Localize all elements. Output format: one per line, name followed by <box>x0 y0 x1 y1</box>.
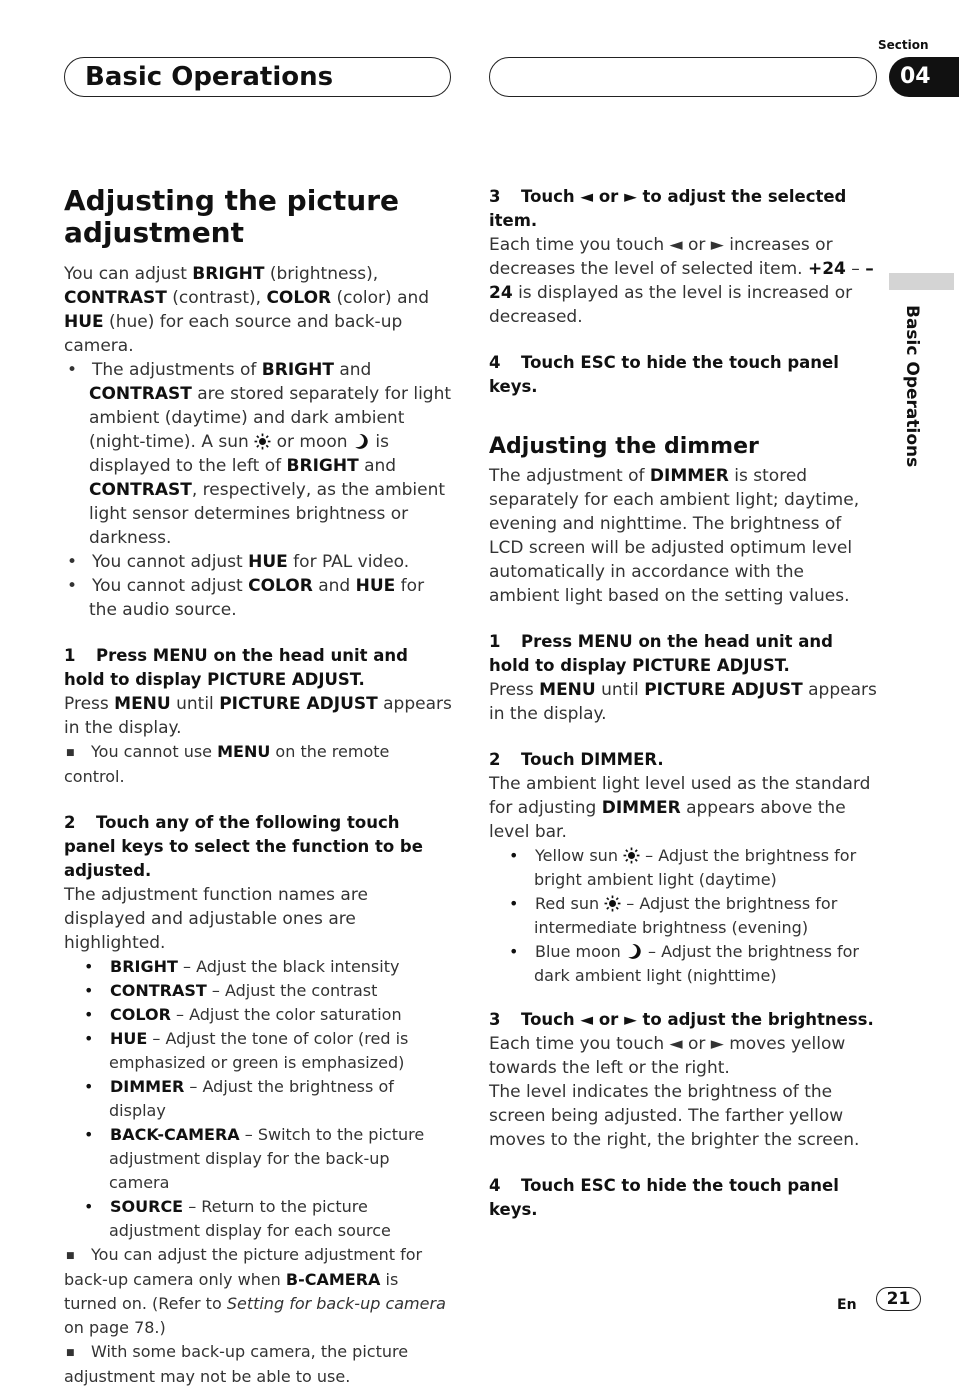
sun-icon <box>623 847 640 864</box>
intro-paragraph: You can adjust BRIGHT (brightness), CONTRAST (contrast), COLOR (color) and HUE (hue) for each source and back-up camera. <box>64 264 430 356</box>
sun-icon <box>254 433 271 450</box>
side-tab-bar <box>889 273 954 290</box>
step-body: The ambient light level used as the standard for adjusting DIMMER appears above the level bar. <box>489 774 871 842</box>
dimmer-level-item: • Blue moon – Adjust the brightness for dark ambient light (nighttime) <box>489 940 877 988</box>
bullet-item: • You cannot adjust COLOR and HUE for the audio source. <box>64 574 454 622</box>
step-body: Each time you touch ◄ or ► increases or decreases the level of selected item. +24 – –24 is displayed as the level is increased or decreased. <box>489 235 874 327</box>
bullet-item: • The adjustments of BRIGHT and CONTRAST are stored separately for light ambient (daytime) and dark ambient (night-time). A sun or moon is displayed to the left of BRIGHT and CONTRAST, respectively, as the ambient light sensor determines brightness or darkness. <box>64 358 454 550</box>
function-item: • COLOR – Adjust the color saturation <box>64 1003 454 1027</box>
bullet-item: • You cannot adjust HUE for PAL video. <box>64 550 454 574</box>
function-item: • BACK-CAMERA – Switch to the picture adjustment display for the back-up camera <box>64 1123 454 1195</box>
header-right-frame <box>489 57 877 97</box>
step-body: Press MENU until PICTURE ADJUST appears in the display. <box>489 680 877 724</box>
sun-icon <box>604 895 621 912</box>
step-heading: 4 Touch ESC to hide the touch panel keys. <box>489 353 839 396</box>
step-body: The adjustment function names are displayed and adjustable ones are highlighted. <box>64 885 368 953</box>
function-item: • CONTRAST – Adjust the contrast <box>64 979 454 1003</box>
section-heading: Adjusting the dimmer <box>489 434 759 459</box>
step-heading: 2 Touch any of the following touch panel keys to select the function to be adjusted. <box>64 813 423 880</box>
moon-icon <box>353 433 370 450</box>
note: ■ With some back-up camera, the picture adjustment may not be able to use. <box>64 1340 454 1389</box>
step-body: Each time you touch ◄ or ► moves yellow towards the left or the right. <box>489 1034 846 1078</box>
function-item: • HUE – Adjust the tone of color (red is emphasized or green is emphasized) <box>64 1027 454 1075</box>
step-heading: 3 Touch ◄ or ► to adjust the selected item. <box>489 187 847 230</box>
function-item: • BRIGHT – Adjust the black intensity <box>64 955 454 979</box>
step-heading: 4 Touch ESC to hide the touch panel keys. <box>489 1176 839 1219</box>
language-label: En <box>837 1297 857 1313</box>
left-column <box>64 185 454 1389</box>
dimmer-level-item: • Yellow sun – Adjust the brightness for bright ambient light (daytime) <box>489 844 877 892</box>
dimmer-level-item: • Red sun – Adjust the brightness for intermediate brightness (evening) <box>489 892 877 940</box>
note: ■ You cannot use MENU on the remote control. <box>64 740 454 789</box>
step-heading: 2 Touch DIMMER. <box>489 750 664 769</box>
step-heading: 1 Press MENU on the head unit and hold to display PICTURE ADJUST. <box>489 632 833 675</box>
side-tab-label: Basic Operations <box>902 305 922 468</box>
note: ■ You can adjust the picture adjustment for back-up camera only when B-CAMERA is turned on. (Refer to Setting for back-up camera on page 78.) <box>64 1243 454 1340</box>
step-body: The level indicates the brightness of the screen being adjusted. The farther yellow moves to the right, the brighter the screen. <box>489 1082 860 1150</box>
dimmer-paragraph: The adjustment of DIMMER is stored separately for each ambient light; daytime, evening and nighttime. The brightness of LCD screen will be adjusted optimum level automatically in accordance with the ambient light based on the setting values. <box>489 466 860 606</box>
function-item: • SOURCE – Return to the picture adjustment display for each source <box>64 1195 454 1243</box>
section-number-tab: 04 <box>889 57 959 97</box>
function-item: • DIMMER – Adjust the brightness of display <box>64 1075 454 1123</box>
page-number: 21 <box>876 1287 921 1311</box>
right-column <box>489 185 877 1222</box>
step-heading: 1 Press MENU on the head unit and hold to display PICTURE ADJUST. <box>64 646 408 689</box>
section-label: Section <box>878 38 929 52</box>
step-heading: 3 Touch ◄ or ► to adjust the brightness. <box>489 1010 874 1029</box>
step-body: Press MENU until PICTURE ADJUST appears in the display. <box>64 694 452 738</box>
moon-icon <box>626 943 643 960</box>
header-title: Basic Operations <box>85 62 334 92</box>
page-title: Adjusting the picture adjustment <box>64 184 400 249</box>
